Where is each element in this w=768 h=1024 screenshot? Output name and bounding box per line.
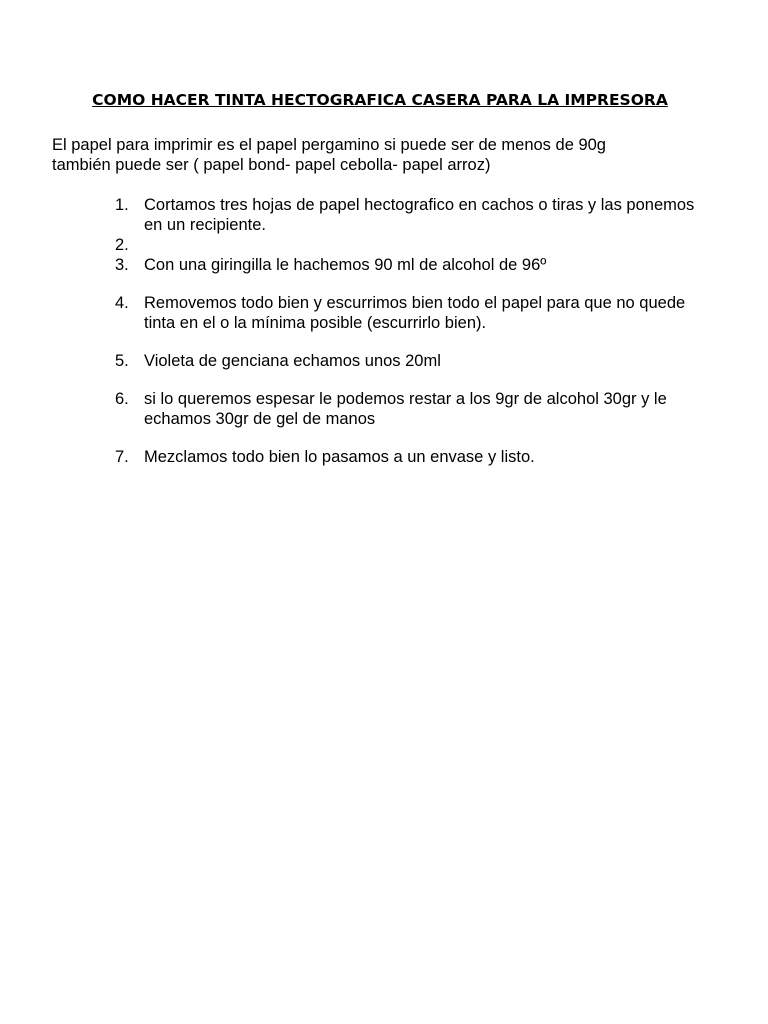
step-text: Removemos todo bien y escurrimos bien todo el papel para que no quede tinta en el o la mínima posible (escurrirlo bien).	[144, 294, 686, 332]
steps-list	[0, 195, 768, 467]
list-item-step-5	[0, 351, 704, 371]
list-item-step-6	[0, 389, 704, 429]
document-title: COMO HACER TINTA HECTOGRAFICA CASERA PARA LA IMPRESORA	[92, 91, 668, 109]
step-number: 1.	[115, 196, 129, 214]
list-item-step-3	[0, 255, 704, 275]
step-number: 6.	[115, 390, 129, 408]
list-item-step-7	[0, 447, 704, 467]
step-text: Cortamos tres hojas de papel hectografico en cachos o tiras y las ponemos en un recipiente.	[144, 196, 695, 234]
step-number: 5.	[115, 352, 129, 370]
intro-line-2: también puede ser ( papel bond- papel cebolla- papel arroz)	[52, 156, 491, 174]
list-item-step-4	[0, 293, 704, 333]
intro-line-1: El papel para imprimir es el papel pergamino si puede ser de menos de 90g	[52, 136, 606, 154]
step-text: Mezclamos todo bien lo pasamos a un envase y listo.	[144, 448, 535, 466]
step-number: 4.	[115, 294, 129, 312]
step-text: Con una giringilla le hachemos 90 ml de alcohol de 96º	[144, 256, 547, 274]
intro-paragraph	[52, 135, 732, 175]
step-number: 2.	[115, 236, 129, 254]
step-text: si lo queremos espesar le podemos restar a los 9gr de alcohol 30gr y le echamos 30gr de gel de manos	[144, 390, 667, 428]
step-text: Violeta de genciana echamos unos 20ml	[144, 352, 441, 370]
list-item-step-2	[0, 235, 704, 255]
step-number: 3.	[115, 256, 129, 274]
step-number: 7.	[115, 448, 129, 466]
list-item-step-1	[0, 195, 704, 235]
step-text	[144, 235, 704, 255]
